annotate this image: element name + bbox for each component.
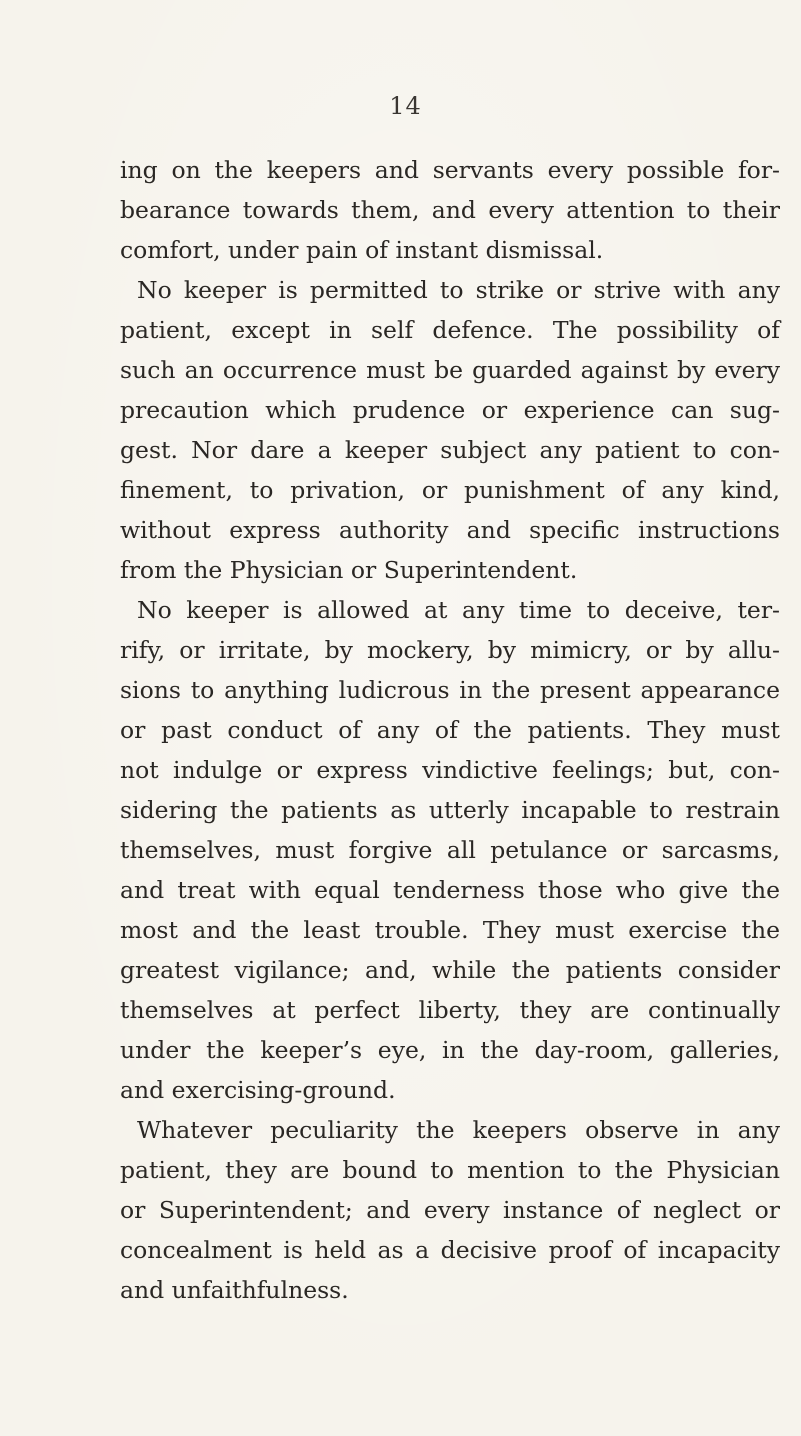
text-line: comfort, under pain of instant dismissal. [120, 236, 604, 264]
text-line: or Superintendent; and every instance of neglect or [120, 1196, 780, 1224]
text-line: sidering the patients as utterly incapable to restrain [120, 796, 780, 824]
text-line: and exercising-ground. [120, 1076, 396, 1104]
text-line: or past conduct of any of the patients. They must [120, 716, 780, 744]
text-line: patient, they are bound to mention to the Physician [120, 1156, 780, 1184]
text-line: rify, or irritate, by mockery, by mimicry, or by allu- [120, 636, 780, 664]
text-line: sions to anything ludicrous in the present appearance [120, 676, 780, 704]
text-line: and treat with equal tenderness those who give the [120, 876, 780, 904]
text-line: Whatever peculiarity the keepers observe in any [137, 1116, 780, 1144]
page-number: 14 [389, 92, 422, 120]
text-line: No keeper is permitted to strike or strive with any [137, 276, 780, 304]
text-line: not indulge or express vindictive feelings; but, con- [120, 756, 780, 784]
text-line: themselves at perfect liberty, they are continually [120, 996, 780, 1024]
text-line: most and the least trouble. They must exercise the [120, 916, 780, 944]
text-line: precaution which prudence or experience can sug- [120, 396, 780, 424]
text-line: bearance towards them, and every attention to their [120, 196, 780, 224]
text-line: No keeper is allowed at any time to deceive, ter- [137, 596, 780, 624]
text-line: greatest vigilance; and, while the patients consider [120, 956, 780, 984]
text-line: under the keeper’s eye, in the day-room, galleries, [120, 1036, 780, 1064]
text-line: without express authority and specific instructions [120, 516, 780, 544]
text-line: gest. Nor dare a keeper subject any patient to con- [120, 436, 780, 464]
text-line: from the Physician or Superintendent. [120, 556, 578, 584]
text-line: patient, except in self defence. The possibility of [120, 316, 780, 344]
text-line: and unfaithfulness. [120, 1276, 349, 1304]
text-line: finement, to privation, or punishment of any kind, [120, 476, 780, 504]
text-line: ing on the keepers and servants every possible for- [120, 156, 780, 184]
text-line: such an occurrence must be guarded against by every [120, 356, 780, 384]
text-line: concealment is held as a decisive proof of incapacity [120, 1236, 780, 1264]
text-line: themselves, must forgive all petulance or sarcasms, [120, 836, 780, 864]
